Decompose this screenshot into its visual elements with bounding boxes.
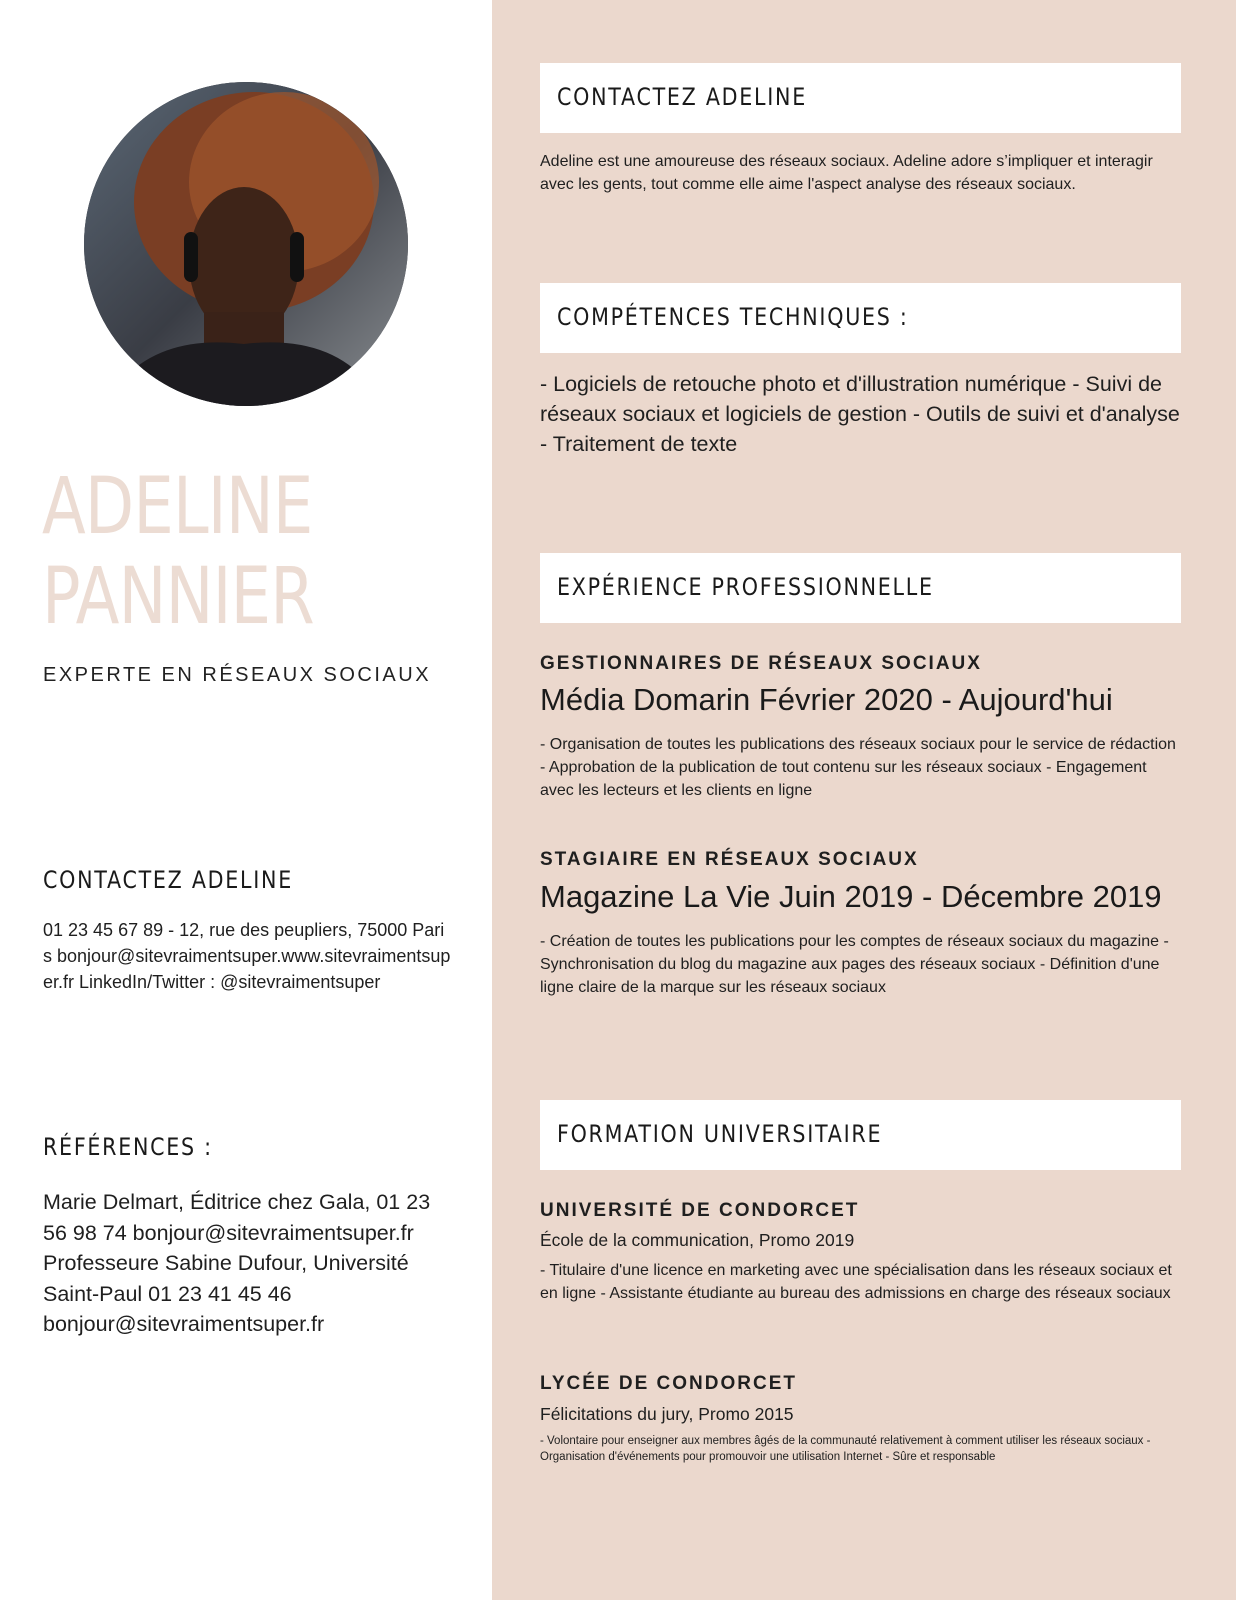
- profile-photo: [84, 82, 408, 406]
- job-1-title: GESTIONNAIRES DE RÉSEAUX SOCIAUX: [540, 653, 982, 674]
- candidate-name: [42, 462, 386, 642]
- skills-section-title: COMPÉTENCES TECHNIQUES :: [557, 303, 909, 331]
- job-1-description: - Organisation de toutes les publications des réseaux sociaux pour le service de rédaction - Approbation de la publication de tout contenu sur les réseaux sociaux - Engagement avec les lecteurs et les clients en ligne: [540, 736, 1176, 799]
- skills-text: - Logiciels de retouche photo et d'illustration numérique - Suivi de réseaux sociaux et logiciels de gestion - Outils de suivi et d'analyse - Traitement de texte: [540, 372, 1180, 456]
- school-2-detail: Félicitations du jury, Promo 2015: [540, 1404, 794, 1424]
- education-section-title: FORMATION UNIVERSITAIRE: [557, 1120, 883, 1148]
- school-1-description: - Titulaire d'une licence en marketing avec une spécialisation dans les réseaux sociaux et en ligne - Assistante étudiante au bureau des admissions en charge des réseaux sociaux: [540, 1262, 1172, 1302]
- school-2-description: - Volontaire pour enseigner aux membres âgés de la communauté relativement à comment utiliser les réseaux sociaux - Organisation d'événements pour promouvoir une utilisation Internet - Sûre et responsable: [540, 1435, 1151, 1463]
- portrait-illustration: [84, 82, 408, 406]
- left-contact-heading: CONTACTEZ ADELINE: [43, 866, 293, 894]
- job-2-description: - Création de toutes les publications pour les comptes de réseaux sociaux du magazine - Synchronisation du blog du magazine aux pages des réseaux sociaux - Définition d'une ligne claire de la marque sur les réseaux sociaux: [540, 933, 1169, 996]
- left-contact-details: 01 23 45 67 89 - 12, rue des peupliers, 75000 Paris bonjour@sitevraimentsuper.www.sitevraimentsuper.fr LinkedIn/Twitter : @sitevraimentsuper: [43, 920, 451, 992]
- job-2-company: Magazine La Vie Juin 2019 - Décembre 2019: [540, 879, 1162, 914]
- skills-section-header: [540, 283, 1181, 353]
- first-name: ADELINE: [42, 462, 313, 552]
- school-2-name: LYCÉE DE CONDORCET: [540, 1373, 797, 1394]
- school-1-name: UNIVERSITÉ DE CONDORCET: [540, 1200, 860, 1221]
- experience-section-header: [540, 553, 1181, 623]
- contact-section-title: CONTACTEZ ADELINE: [557, 83, 807, 111]
- contact-section-header: [540, 63, 1181, 133]
- contact-description: Adeline est une amoureuse des réseaux sociaux. Adeline adore s’impliquer et interagir avec les gents, tout comme elle aime l'aspect analyse des réseaux sociaux.: [540, 153, 1153, 193]
- school-1-detail: École de la communication, Promo 2019: [540, 1230, 855, 1250]
- references-heading: RÉFÉRENCES :: [43, 1133, 213, 1161]
- job-1-company: Média Domarin Février 2020 - Aujourd'hui: [540, 682, 1113, 717]
- job-title: EXPERTE EN RÉSEAUX SOCIAUX: [43, 664, 432, 686]
- last-name: PANNIER: [42, 552, 314, 642]
- references-text: Marie Delmart, Éditrice chez Gala, 01 23 56 98 74 bonjour@sitevraimentsuper.fr Professeure Sabine Dufour, Université Saint-Paul 01 23 41 45 46 bonjour@sitevraimentsuper.fr: [43, 1190, 431, 1336]
- experience-section-title: EXPÉRIENCE PROFESSIONNELLE: [557, 573, 934, 601]
- job-2-title: STAGIAIRE EN RÉSEAUX SOCIAUX: [540, 849, 919, 870]
- education-section-header: [540, 1100, 1181, 1170]
